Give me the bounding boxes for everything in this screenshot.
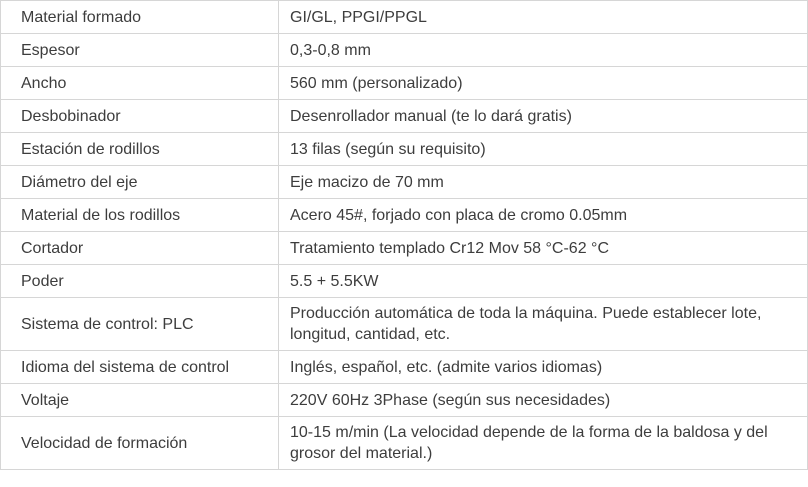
spec-label: Velocidad de formación: [1, 417, 279, 470]
table-row: [1, 166, 808, 199]
spec-label: Desbobinador: [1, 100, 279, 133]
table-row: [1, 417, 808, 470]
spec-table-body: [1, 1, 808, 470]
spec-label: Espesor: [1, 34, 279, 67]
table-row: [1, 199, 808, 232]
spec-value: 0,3-0,8 mm: [279, 34, 808, 67]
table-row: [1, 34, 808, 67]
spec-label: Idioma del sistema de control: [1, 351, 279, 384]
table-row: [1, 133, 808, 166]
spec-label: Diámetro del eje: [1, 166, 279, 199]
spec-value: Producción automática de toda la máquina. Puede establecer lote, longitud, cantidad, etc.: [279, 298, 808, 351]
table-row: [1, 298, 808, 351]
table-row: [1, 232, 808, 265]
table-row: [1, 265, 808, 298]
spec-label: Cortador: [1, 232, 279, 265]
table-row: [1, 100, 808, 133]
table-row: [1, 1, 808, 34]
spec-value: Eje macizo de 70 mm: [279, 166, 808, 199]
spec-label: Material formado: [1, 1, 279, 34]
table-row: [1, 384, 808, 417]
spec-label: Poder: [1, 265, 279, 298]
spec-value: 10-15 m/min (La velocidad depende de la forma de la baldosa y del grosor del material.): [279, 417, 808, 470]
spec-label: Ancho: [1, 67, 279, 100]
spec-label: Estación de rodillos: [1, 133, 279, 166]
spec-value: 13 filas (según su requisito): [279, 133, 808, 166]
spec-label: Sistema de control: PLC: [1, 298, 279, 351]
spec-value: Inglés, español, etc. (admite varios idiomas): [279, 351, 808, 384]
spec-value: 5.5 + 5.5KW: [279, 265, 808, 298]
spec-value: Tratamiento templado Cr12 Mov 58 °C-62 °C: [279, 232, 808, 265]
spec-value: Desenrollador manual (te lo dará gratis): [279, 100, 808, 133]
table-row: [1, 67, 808, 100]
spec-label: Material de los rodillos: [1, 199, 279, 232]
spec-label: Voltaje: [1, 384, 279, 417]
spec-value: GI/GL, PPGI/PPGL: [279, 1, 808, 34]
table-row: [1, 351, 808, 384]
spec-value: 560 mm (personalizado): [279, 67, 808, 100]
spec-value: Acero 45#, forjado con placa de cromo 0.05mm: [279, 199, 808, 232]
spec-value: 220V 60Hz 3Phase (según sus necesidades): [279, 384, 808, 417]
